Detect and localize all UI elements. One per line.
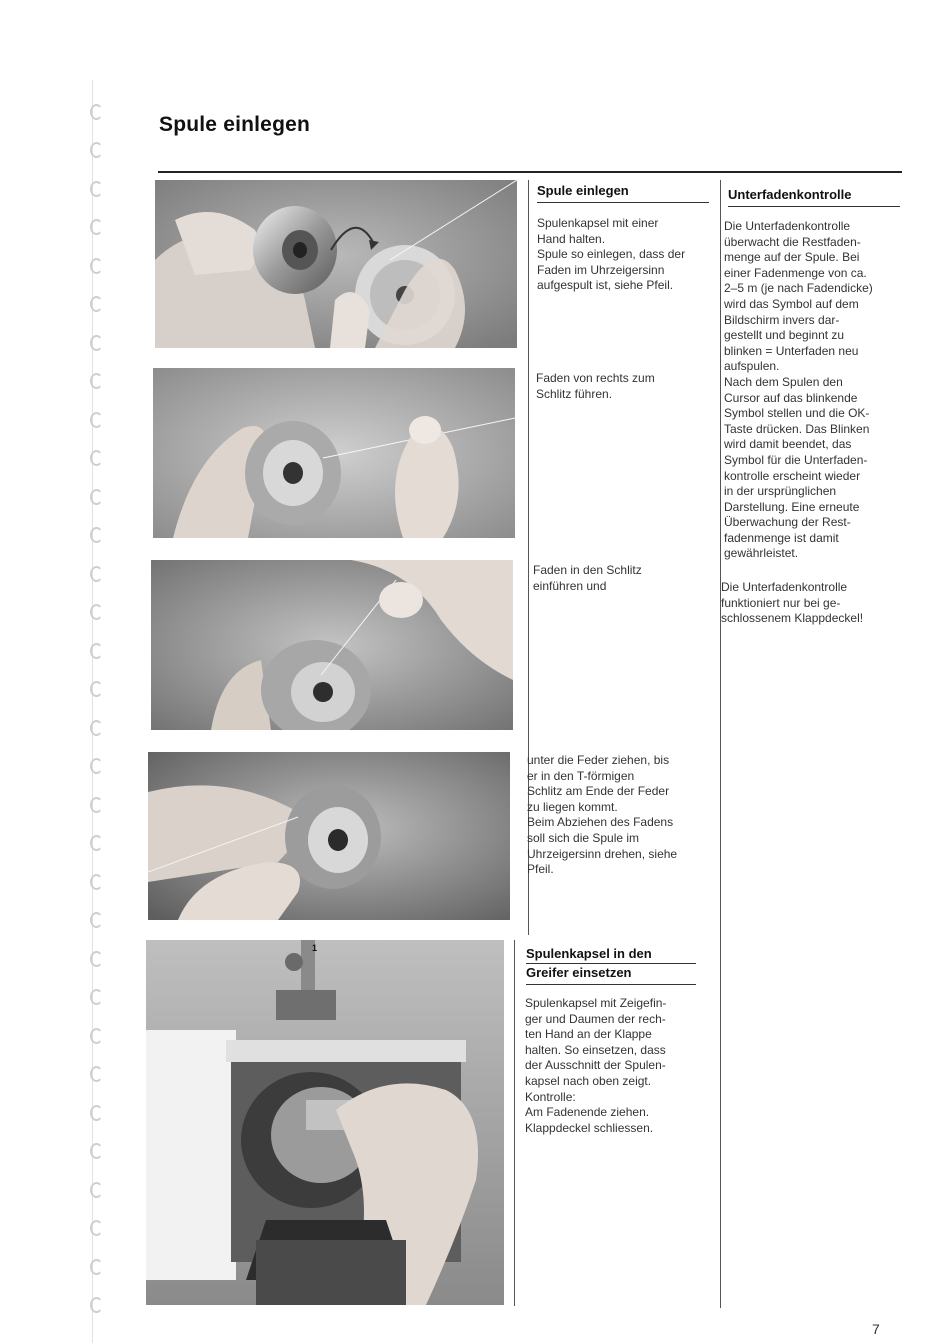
step-1-text: Spulenkapsel mit einer Hand halten. Spule so einlegen, dass der Faden im Uhrzeigersinn aufgespult ist, siehe Pfeil.	[537, 216, 686, 293]
binding-hole	[90, 527, 103, 543]
binding-hole	[90, 758, 103, 774]
step-2-text: Faden von rechts zum Schlitz führen.	[536, 371, 655, 401]
binding-hole	[90, 681, 103, 697]
binding-hole	[90, 219, 103, 235]
photo-thread-under-spring	[148, 752, 510, 920]
step-5-text: Spulenkapsel mit Zeigefin- ger und Daumen der rech- ten Hand an der Klappe halten. So einsetzen, dass der Ausschnitt der Spulen- kapsel nach oben zeigt. Kontrolle: Am Fadenende ziehen. Klappdeckel schliessen.	[525, 996, 667, 1135]
binding-hole	[90, 604, 103, 620]
binding-hole	[90, 296, 103, 312]
binding-hole	[90, 373, 103, 389]
section-heading-line-1: Spulenkapsel in den	[526, 945, 696, 964]
binding-hole	[90, 258, 103, 274]
binding-hole	[90, 1220, 103, 1236]
step-4-text: unter die Feder ziehen, bis er in den T-förmigen Schlitz am Ende der Feder zu liegen kommt. Beim Abziehen des Fadens soll sich die Spule im Uhrzeigersinn drehen, siehe Pfeil.	[527, 753, 678, 877]
section-heading-unterfadenkontrolle: Unterfadenkontrolle	[728, 186, 900, 207]
binding-hole	[90, 181, 103, 197]
binding-hole	[90, 1028, 103, 1044]
photo-bobbin-insert	[155, 180, 517, 348]
binding-hole	[90, 566, 103, 582]
step-3-text: Faden in den Schlitz einführen und	[533, 563, 642, 593]
section-heading-spulenkapsel	[526, 945, 696, 985]
photo-thread-to-slot	[153, 368, 515, 538]
binding-hole	[90, 643, 103, 659]
title-rule	[158, 171, 902, 173]
section-heading-line-2: Greifer einsetzen	[526, 965, 632, 980]
binding-hole	[90, 142, 103, 158]
binding-hole	[90, 1182, 103, 1198]
section-heading-spule-einlegen: Spule einlegen	[537, 182, 709, 203]
photo-insert-bobbin-case	[146, 940, 504, 1305]
page-number: 7	[872, 1321, 880, 1337]
binding-hole	[90, 450, 103, 466]
sidebar-text-note: Die Unterfadenkontrolle funktioniert nur bei ge- schlossenem Klappdeckel!	[721, 580, 864, 626]
binding-hole	[90, 1105, 103, 1121]
binding-hole	[90, 951, 103, 967]
binding-hole	[90, 489, 103, 505]
binding-hole	[90, 835, 103, 851]
photo-thread-into-slot	[151, 560, 513, 730]
binding-hole	[90, 720, 103, 736]
binding-hole	[90, 104, 103, 120]
sidebar-text-main: Die Unterfadenkontrolle überwacht die Restfaden- menge auf der Spule. Bei einer Fadenmenge von ca. 2–5 m (je nach Fadendicke) wird das Symbol auf dem Bildschirm invers dar- gestellt und beginnt zu blinken = Unterfaden neu aufspulen. Nach dem Spulen den Cursor auf das blinkende Symbol stellen und die OK- Taste drücken. Das Blinken wird damit beendet, das Symbol für die Unterfaden- kontrolle erscheint wieder in der ursprünglichen Darstellung. Eine erneute Überwachung der Rest- fadenmenge ist damit gewährleistet.	[724, 219, 873, 561]
binding-hole	[90, 1066, 103, 1082]
photo-callout-number: 1	[312, 943, 318, 953]
binding-hole	[90, 1143, 103, 1159]
column-divider	[720, 180, 721, 1308]
binding-hole	[90, 335, 103, 351]
binding-hole	[90, 874, 103, 890]
binding-hole	[90, 412, 103, 428]
column-divider	[514, 940, 515, 1306]
binding-hole	[90, 1259, 103, 1275]
binding-hole	[90, 912, 103, 928]
binding-holes	[82, 104, 122, 1324]
page-title: Spule einlegen	[159, 113, 310, 136]
binding-hole	[90, 797, 103, 813]
binding-hole	[90, 1297, 103, 1313]
binding-hole	[90, 989, 103, 1005]
